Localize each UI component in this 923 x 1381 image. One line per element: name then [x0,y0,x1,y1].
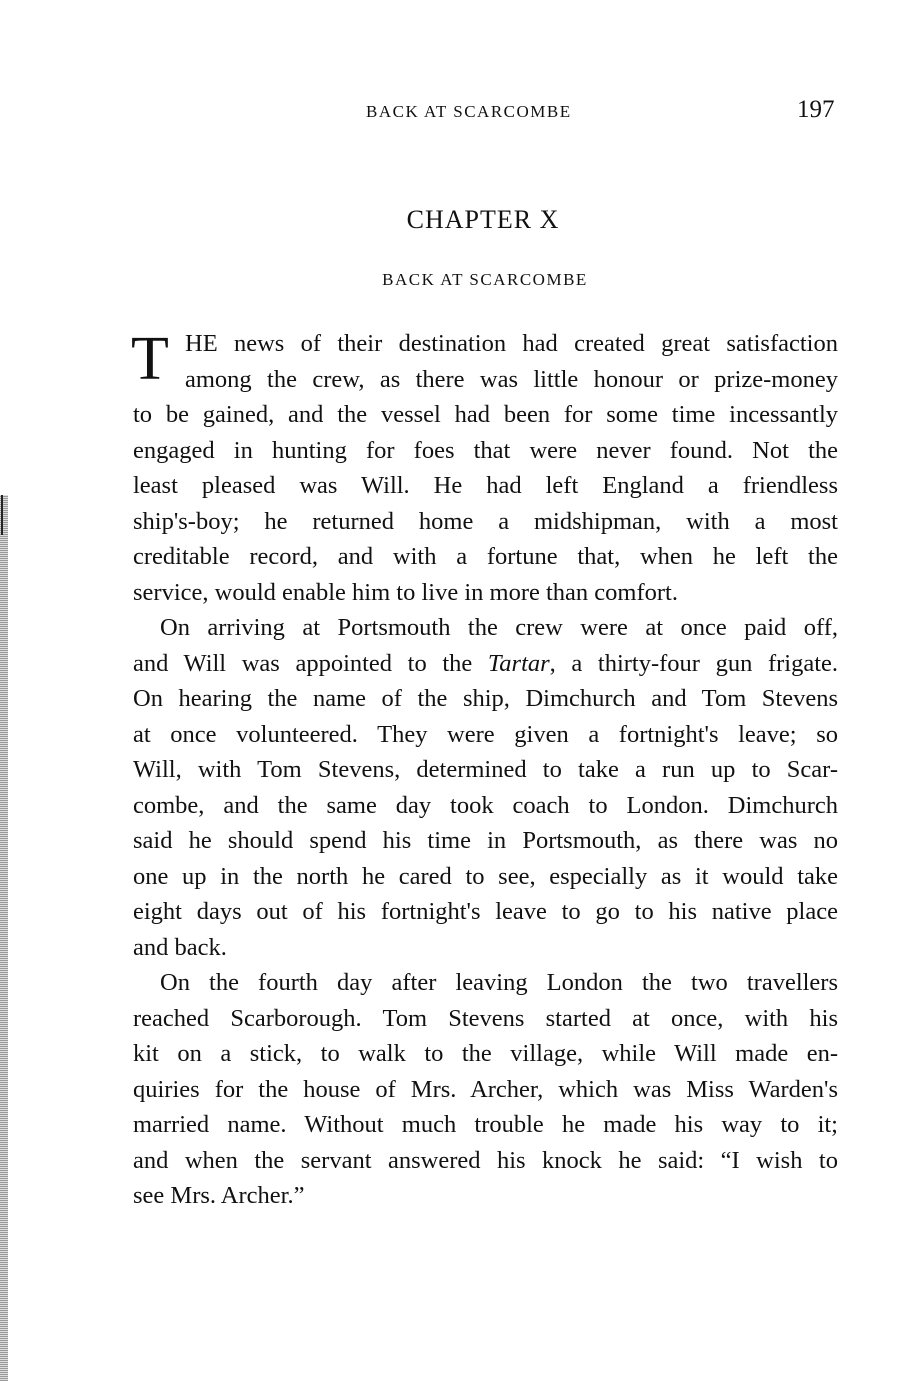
paragraph [133,965,838,1214]
text-line: On the fourth day after leaving London the two travellers [160,969,838,996]
text-line: On arriving at Portsmouth the crew were at once paid off, [160,614,838,641]
text-line: On hearing the name of the ship, Dimchurch and Tom Stevens [133,685,838,712]
text-line: engaged in hunting for foes that were never found. Not the [133,436,838,464]
chapter-title: CHAPTER X [406,205,560,234]
paragraph [133,610,838,965]
binding-shadow-line [1,495,3,535]
text-line: eight days out of his fortnight's leave to go to his native place [133,898,838,925]
text-line: to be gained, and the vessel had been for some time incessantly [133,401,838,428]
text-line: reached Scarborough. Tom Stevens started at once, with his [133,1004,838,1032]
text-line: among the crew, as there was little honour or prize-money [185,365,838,393]
text-line: one up in the north he cared to see, especially as it would take [133,862,838,890]
book-binding-edge [0,495,8,1381]
text-line: HE news of their destination had created great satisfaction [185,330,838,357]
text-line: creditable record, and with a fortune that, when he left the [133,543,838,570]
ship-name: Tartar [487,649,550,677]
text-line: service, would enable him to live in more than comfort. [133,578,678,606]
body-text [133,326,838,1214]
text-line: combe, and the same day took coach to London. Dimchurch [133,791,838,819]
text-line: Will, with Tom Stevens, determined to take a run up to Scar- [133,756,838,783]
drop-cap: T [131,325,169,393]
page-number: 197 [797,96,835,123]
text-line: quiries for the house of Mrs. Archer, which was Miss Warden's [133,1075,838,1103]
running-head: BACK AT SCARCOMBE [366,102,572,121]
text-line: said he should spend his time in Portsmouth, as there was no [133,827,838,854]
text-line: and back. [133,933,227,961]
paragraph [133,326,838,610]
text-line: and when the servant answered his knock he said: “I wish to [133,1146,838,1174]
text-line: and Will was appointed to the Tartar, a thirty-four gun frigate. [133,649,838,677]
text-line: ship's-boy; he returned home a midshipman, with a most [133,507,838,535]
text-line: married name. Without much trouble he made his way to it; [133,1111,838,1138]
text-line: kit on a stick, to walk to the village, while Will made en- [133,1040,838,1067]
text-line: at once volunteered. They were given a fortnight's leave; so [133,720,838,748]
chapter-subtitle: BACK AT SCARCOMBE [382,270,588,289]
text-line: least pleased was Will. He had left England a friendless [133,472,838,499]
text-line: see Mrs. Archer.” [133,1182,305,1209]
